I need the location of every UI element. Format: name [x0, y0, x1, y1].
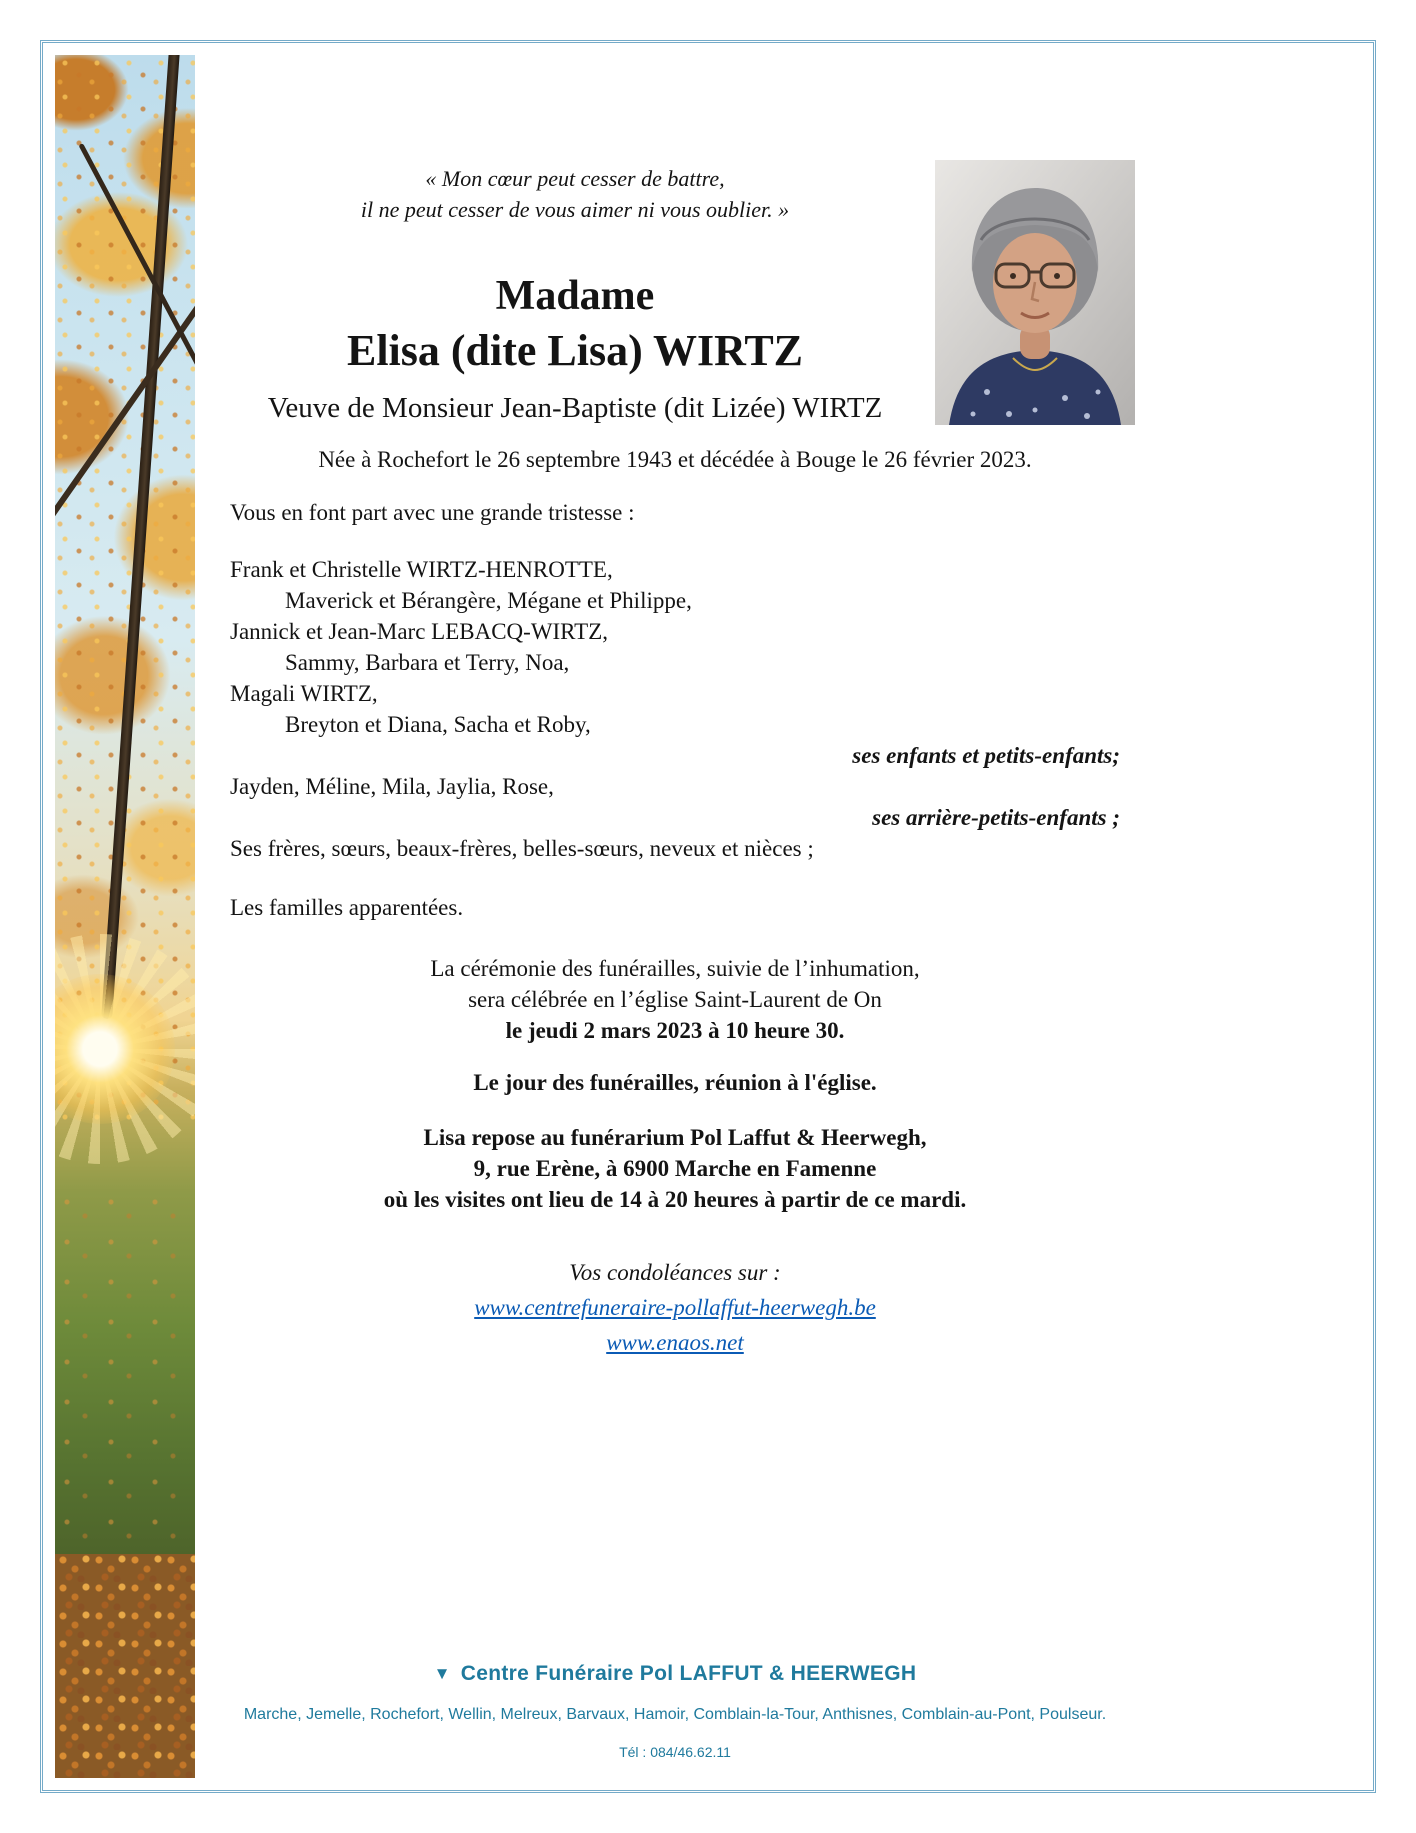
family-line: Ses frères, sœurs, beaux-frères, belles-sœurs, neveux et nièces ;: [230, 836, 814, 861]
quote-line-1: « Mon cœur peut cesser de battre,: [425, 166, 725, 191]
family-line: Magali WIRTZ,: [230, 681, 378, 706]
relation-label-children: ses enfants et petits-enfants;: [852, 743, 1120, 768]
sunburst: [55, 934, 195, 1164]
meeting-line: Le jour des funérailles, réunion à l'église.: [473, 1070, 877, 1095]
ceremony-line-2: sera célébrée en l’église Saint-Laurent de On: [468, 987, 882, 1012]
ceremony-date-line: le jeudi 2 mars 2023 à 10 heure 30.: [505, 1018, 845, 1043]
funeral-home-label: Centre Funéraire Pol LAFFUT & HEERWEGH: [460, 1662, 917, 1685]
triangle-icon: ▼: [433, 1664, 451, 1683]
repose-line-2: 9, rue Erène, à 6900 Marche en Famenne: [473, 1156, 877, 1181]
condolence-link-enaos[interactable]: www.enaos.net: [606, 1330, 744, 1355]
grass-with-leaves: [55, 1192, 195, 1571]
birth-death-line: Née à Rochefort le 26 septembre 1943 et décédée à Bouge le 26 février 2023.: [318, 447, 1032, 472]
title-madame: Madame: [495, 273, 655, 319]
autumn-trees-photo: [55, 55, 195, 1778]
memorial-quote: [230, 163, 920, 225]
ceremony-details: [230, 953, 1120, 1046]
funeral-home-locations: Marche, Jemelle, Rochefort, Wellin, Melreux, Barvaux, Hamoir, Comblain-la-Tour, Anthisnes, Comblain-au-Pont, Poulseur.: [243, 1706, 1107, 1723]
condolences-block: [230, 1255, 1120, 1360]
condolence-link-funeral-home[interactable]: www.centrefuneraire-pollaffut-heerwegh.be: [474, 1295, 876, 1320]
footer: [230, 1662, 1120, 1760]
family-line: Breyton et Diana, Sacha et Roby,: [285, 712, 591, 737]
widow-subtitle: Veuve de Monsieur Jean-Baptiste (dit Lizée) WIRTZ: [267, 392, 883, 424]
funeral-home-name: [230, 1662, 1120, 1686]
portrait-photo: [935, 160, 1135, 425]
family-line: Frank et Christelle WIRTZ-HENROTTE,: [230, 557, 613, 582]
fallen-leaves-ground: [55, 1554, 195, 1778]
repose-details: [230, 1122, 1120, 1215]
repose-line-3: où les visites ont lieu de 14 à 20 heures à partir de ce mardi.: [383, 1187, 967, 1212]
portrait-illustration: [935, 160, 1135, 425]
family-line: Jayden, Méline, Mila, Jaylia, Rose,: [230, 774, 554, 799]
family-line: Maverick et Bérangère, Mégane et Philippe,: [285, 588, 692, 613]
quote-line-2: il ne peut cesser de vous aimer ni vous oublier. »: [360, 197, 790, 222]
announcement-intro: Vous en font part avec une grande tristesse :: [230, 500, 635, 525]
condolences-label: Vos condoléances sur :: [569, 1260, 781, 1285]
deceased-name: Elisa (dite Lisa) WIRTZ: [346, 326, 804, 375]
ceremony-line-1: La cérémonie des funérailles, suivie de l’inhumation,: [430, 956, 920, 981]
funeral-home-phone: Tél : 084/46.62.11: [619, 1744, 731, 1760]
repose-line-1: Lisa repose au funérarium Pol Laffut & Heerwegh,: [423, 1125, 927, 1150]
relation-label-great-grandchildren: ses arrière-petits-enfants ;: [872, 805, 1120, 830]
family-line: Sammy, Barbara et Terry, Noa,: [285, 650, 570, 675]
related-families-line: Les familles apparentées.: [230, 895, 464, 920]
family-list: [230, 554, 1120, 864]
family-line: Jannick et Jean-Marc LEBACQ-WIRTZ,: [230, 619, 608, 644]
